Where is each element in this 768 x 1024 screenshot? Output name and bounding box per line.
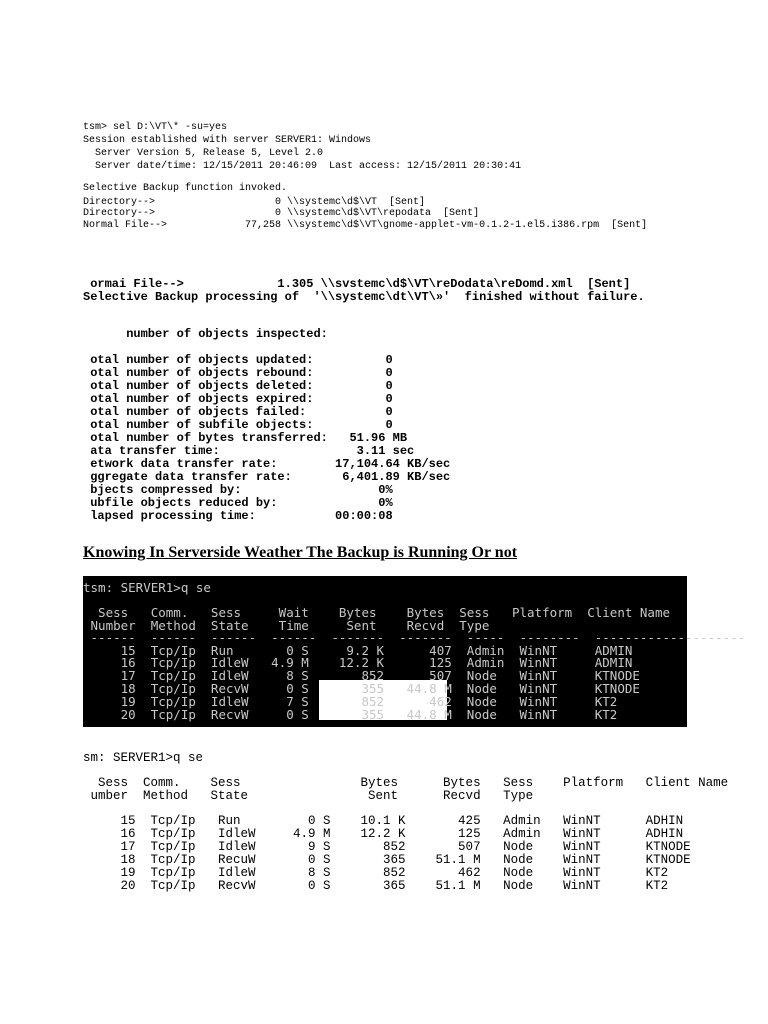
- summary-line: etwork data transfer rate: 17,104.64 KB/sec: [83, 457, 451, 471]
- console-row: 16 Tcp/Ip IdleW 4.9 M 12.2 K 125 Admin WinNT ADMIN: [83, 655, 633, 670]
- console-rule: ------ ------ ------ ------ ------- ------- ----- -------- --------------------: [83, 630, 746, 645]
- log-line: Server date/time: 12/15/2011 20:46:09 Last access: 12/15/2011 20:30:41: [83, 161, 522, 172]
- query-header: Sess Comm. Sess Bytes Bytes Sess Platform Client Name: [83, 776, 729, 790]
- console-row: 18 Tcp/Ip RecvW 0 S 355 44.8 M Node WinNT KTNODE: [83, 681, 640, 696]
- query-row: 19 Tcp/Ip IdleW 8 S 852 462 Node WinNT KT2: [83, 866, 669, 880]
- section-heading: Knowing In Serverside Weather The Backup is Running Or not: [83, 544, 518, 561]
- summary-line: bjects compressed by: 0%: [83, 483, 393, 497]
- console-window: [83, 576, 746, 727]
- summary-line: otal number of objects deleted: 0: [83, 379, 393, 393]
- log-line: Selective Backup function invoked.: [83, 183, 288, 194]
- console-row: 20 Tcp/Ip RecvW 0 S 355 44.8 M Node WinNT KT2: [83, 707, 618, 722]
- summary-line: lapsed processing time: 00:00:08: [83, 509, 393, 523]
- query-header: umber Method State Sent Recvd Type: [83, 789, 534, 803]
- summary-line: ubfile objects reduced by: 0%: [83, 496, 393, 510]
- summary-line: ata transfer time: 3.11 sec: [83, 444, 415, 458]
- console-header: Sess Comm. Sess Wait Bytes Bytes Sess Platform Client Name: [83, 605, 670, 620]
- summary-line: otal number of objects rebound: 0: [83, 366, 393, 380]
- query-row: 16 Tcp/Ip IdleW 4.9 M 12.2 K 125 Admin WinNT ADHIN: [83, 827, 684, 841]
- console-row: 17 Tcp/Ip IdleW 8 S 852 507 Node WinNT KTNODE: [83, 668, 640, 683]
- log-line: Directory--> 0 \\systemc\d$\VT [Sent]: [83, 197, 426, 208]
- log-line: Directory--> 0 \\systemc\d$\VT\repodata [Sent]: [83, 208, 480, 219]
- log-line: tsm> sel D:\VT\* -su=yes: [83, 122, 228, 133]
- console-header: Number Method State Time Sent Recvd Type: [83, 618, 490, 633]
- console-row: 15 Tcp/Ip Run 0 S 9.2 K 407 Admin WinNT ADMIN: [83, 643, 633, 658]
- summary-line: otal number of bytes transferred: 51.96 MB: [83, 431, 408, 445]
- log-line: Normal File--> 77,258 \\systemc\d$\VT\gnome-applet-vm-0.1.2-1.el5.i386.rpm [Sent]: [83, 220, 648, 231]
- summary-line: ggregate data transfer rate: 6,401.89 KB/sec: [83, 470, 451, 484]
- summary-line: otal number of objects expired: 0: [83, 392, 393, 406]
- summary-line: number of objects inspected:: [83, 327, 328, 341]
- summary-line: otal number of objects failed: 0: [83, 405, 393, 419]
- log-line: Session established with server SERVER1: Windows: [83, 135, 372, 146]
- query-row: 18 Tcp/Ip RecuW 0 S 365 51.1 M Node WinNT KTNODE: [83, 853, 691, 867]
- summary-line: Selective Backup processing of '\\systemc\dt\VT\»' finished without failure.: [83, 290, 645, 304]
- query-prompt: sm: SERVER1>q se: [83, 751, 204, 765]
- console-row: 19 Tcp/Ip IdleW 7 S 852 462 Node WinNT KT2: [83, 694, 618, 709]
- summary-line: ormai File--> 1.305 \\svstemc\d$\VT\reDodata\reDomd.xml [Sent]: [83, 277, 631, 291]
- query-row: 15 Tcp/Ip Run 0 S 10.1 K 425 Admin WinNT ADHIN: [83, 814, 684, 828]
- log-line: Server Version 5, Release 5, Level 2.0: [83, 148, 324, 159]
- summary-line: otal number of subfile objects: 0: [83, 418, 393, 432]
- query-row: 20 Tcp/Ip RecvW 0 S 365 51.1 M Node WinNT KT2: [83, 879, 669, 893]
- query-row: 17 Tcp/Ip IdleW 9 S 852 507 Node WinNT KTNODE: [83, 840, 691, 854]
- summary-line: otal number of objects updated: 0: [83, 353, 393, 367]
- console-prompt: tsm: SERVER1>q se: [83, 580, 211, 595]
